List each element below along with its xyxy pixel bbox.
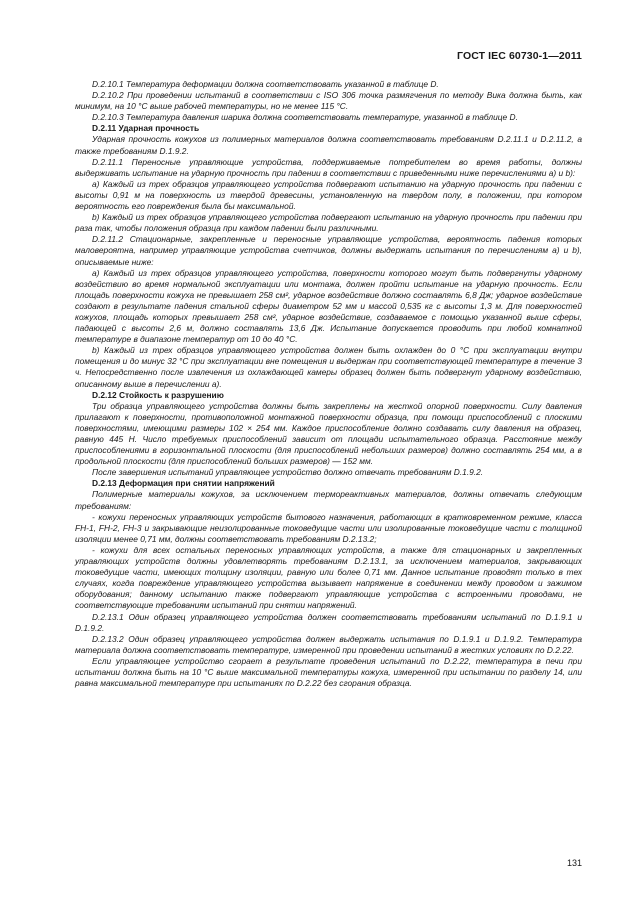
section-heading: D.2.13 Деформация при снятии напряжений	[92, 478, 275, 489]
document-body	[75, 79, 582, 689]
paragraph: - кожухи для всех остальных переносных управляющих устройств, а также для стационарных и закрепленных управляющих устройств должны удовлетворять требованиям D.2.13.1, за исключением материалов, закрывающих токоведущие части, имеющих толщину изоляции, равную или более 0,71 мм. Данное испытание проводят только в тех случаях, когда повреждение управляющего устройства вызывает напряжение в соединении между проводом и зажимом оборудования; данному испытанию также подвергают управляющие устройства с встроенными проводами, не соответствующие требованиям испытаний при снятии напряжений.	[75, 544, 582, 611]
paragraph: После завершения испытаний управляющее устройство должно отвечать требованиям D.1.9.2.	[92, 467, 484, 478]
page-number: 131	[566, 858, 582, 868]
section-heading: D.2.11 Ударная прочность	[92, 123, 200, 134]
paragraph: а) Каждый из трех образцов управляющего устройства, поверхности которого могут быть подвергнуты ударному воздействию во время нормальной эксплуатации или монтажа, должен пройти испытание на ударную прочность. Если площадь поверхности кожуха не превышает 258 см², ударное воздействие должно составлять 6,8 Дж; ударное воздействие создают в результате падения стальной сферы диаметром 52 мм и массой 0,535 кг с высоты 1,3 м. Для поверхностей кожухов, площадь которых превышает 258 см², ударное воздействие, создаваемое с помощью указанной выше сферы, падающей с высоты 2,6 м, должно составлять 13,6 Дж. Испытание допускается проводить при любой комнатной температуре в диапазоне температур от 10 до 40 °С.	[75, 267, 582, 345]
paragraph: D.2.11.1 Переносные управляющие устройства, поддерживаемые потребителем во время работы, должны выдерживать испытание на ударную прочность при падении в соответствии с приведенными ниже перечислениями а) и b):	[75, 156, 582, 178]
paragraph: Ударная прочность кожухов из полимерных материалов должна соответствовать требованиям D.2.11.1 и D.2.11.2, а также требованиям D.1.9.2.	[75, 134, 582, 156]
paragraph: - кожухи переносных управляющих устройств бытового назначения, работающих в кратковременном режиме, класса FH-1, FH-2, FH-3 и закрывающие неизолированные токоведущие части или изолированные токоведущие части с толщиной изоляции менее 0,71 мм, должны соответствовать требованиям D.2.13.2;	[75, 511, 582, 544]
paragraph: Полимерные материалы кожухов, за исключением термореактивных материалов, должны отвечать следующим требованиям:	[75, 489, 582, 511]
paragraph: D.2.10.3 Температура давления шарика должна соответствовать температуре, указанной в таблице D.	[92, 112, 518, 123]
document-code: ГОСТ IEC 60730-1—2011	[457, 50, 582, 62]
paragraph: D.2.13.1 Один образец управляющего устройства должен соответствовать требованиям испытаний по D.1.9.1 и D.1.9.2.	[75, 611, 582, 633]
paragraph: b) Каждый из трех образцов управляющего устройства должен быть охлажден до 0 °С при эксплуатации внутри помещения и до минус 32 °С при эксплуатации вне помещения и выдержан при соответствующей температуре в течение 3 ч. Непосредственно после извлечения из охлаждающей камеры образец должен быть подвергнут ударному воздействию, описанному выше в перечислении а).	[75, 345, 582, 389]
paragraph: Три образца управляющего устройства должны быть закреплены на жесткой опорной поверхности. Силу давления прилагают к поверхности, противоположной монтажной поверхности образца, при помощи приспособлений с плоскими поверхностями, имеющими размеры 102 × 254 мм. Каждое приспособление должно создавать силу давления на образец, равную 445 Н. Число требуемых приспособлений зависит от площади испытательного образца. Расстояние между приспособлениями в горизонтальной плоскости (для приспособлений небольших размеров) должно составлять 254 мм, а в продольной плоскости (для приспособлений больших размеров) — 152 мм.	[75, 400, 582, 467]
paragraph: а) Каждый из трех образцов управляющего устройства подвергают испытанию на ударную прочность при падении с высоты 0,91 м на поверхность из твердой древесины, установленную на твердом полу, в положении, при котором вероятность его повреждения была бы максимальной.	[75, 178, 582, 212]
paragraph: D.2.11.2 Стационарные, закрепленные и переносные управляющие устройства, вероятность падения которых маловероятна, например управляющие устройства счетчиков, должны выдержать испытания по перечислениям а) и b), описываемые ниже:	[75, 234, 582, 267]
paragraph: D.2.13.2 Один образец управляющего устройства должен выдержать испытания по D.1.9.1 и D.1.9.2. Температура материала должна соответствовать температуре, измеренной при проведении испытаний в жестких условиях по D.2.22.	[75, 633, 582, 655]
paragraph: b) Каждый из трех образцов управляющего устройства подвергают испытанию на ударную прочность при падении при раза так, чтобы положения образца при каждом падении были различными.	[75, 212, 582, 234]
paragraph: D.2.10.2 При проведении испытаний в соответствии с ISO 306 точка размягчения по методу Вика должна быть, как минимум, на 10 °С выше рабочей температуры, но не менее 115 °С.	[75, 90, 582, 112]
paragraph: Если управляющее устройство сгорает в результате проведения испытаний по D.2.22, температура в печи при испытании должна быть на 10 °С выше максимальной температуры кожуха, измеренной при испытании по разделу 14, или равна максимальной температуре при испытаниях по D.2.22 без сгорания образца.	[75, 655, 582, 689]
section-heading: D.2.12 Стойкость к разрушению	[92, 389, 224, 400]
paragraph: D.2.10.1 Температура деформации должна соответствовать указанной в таблице D.	[92, 79, 439, 89]
